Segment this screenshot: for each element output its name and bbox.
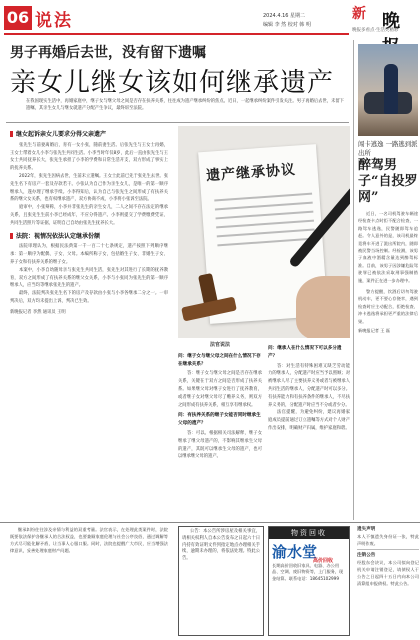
article-intro: 在我国现实生活中，再婚家庭中，继子女与继父母之间是否存在扶养关系，往往成为遗产继承纠纷的焦点。近日，一起继承纠纷案件引发关注。男子再婚后去世，未留下遗嘱，其亲生女儿与继女就遗产分配产生争议，最终诉至法院。 xyxy=(26,99,344,111)
ad-header: 物资回收 xyxy=(269,527,349,539)
logo-slogan: 晚报多看点·生活更精彩 xyxy=(352,28,399,33)
notice-body: 本人不慎遗失身份证一张，特此声明作废。 xyxy=(357,534,419,546)
heading-marker xyxy=(10,233,13,239)
qa-column-1 xyxy=(178,342,262,461)
bottom-left-text xyxy=(10,526,168,554)
article-byline: 新晚报记者 李然 通讯员 王明 xyxy=(10,309,66,315)
ad-tagline: 高价回收 xyxy=(313,558,334,564)
sidebar-kicker: 闯卡逃逸 一路逃到派出所 xyxy=(358,140,418,157)
article-column-1 xyxy=(10,126,168,317)
answer: 答：对生活有特殊困难又缺乏劳动能力的继承人，分配遗产时应当予以照顾；对被继承人尽了主要扶养义务或者与被继承人共同生活的继承人，分配遗产时可以多分。有扶养能力和有扶养条件的继承人，不尽扶养义务的，分配遗产时应当不分或者少分。 xyxy=(268,363,350,408)
officer-icon xyxy=(384,64,398,114)
question: 问：有扶养关系的继子女能否同时继承生父母的遗产？ xyxy=(178,413,261,427)
hand-icon xyxy=(296,276,350,338)
heading-marker xyxy=(10,131,13,137)
notice-body: 经股东会决议，本公司拟向登记机关申请注销登记，请债权人于公告之日起四十五日内向本公司清算组申报债权。特此公告。 xyxy=(357,560,419,586)
sidebar-photo xyxy=(358,44,418,136)
qa-caption: 法官说法 xyxy=(209,342,230,348)
qa-column-2 xyxy=(268,342,350,433)
page-number: 06 xyxy=(4,6,32,30)
paragraph: 张先生与前妻离婚后，育有一女小张，随前妻生活。后张先生与王女士再婚，王女士带着女儿小李与张先生共同生活。小李当时年仅8岁，此后一直由张先生与王女士共同抚养长大，张先生承担了小李的学费和日常生活开支，双方形成了事实上的抚养关系。 xyxy=(10,142,168,172)
section-title: 说法 xyxy=(35,11,73,31)
notice-title: 注销公告 xyxy=(357,553,376,558)
logo-word: 晚 xyxy=(382,11,400,32)
issue-date: 2024.4.16 星期二 xyxy=(263,13,306,19)
notice-title: 遗失声明 xyxy=(357,527,376,532)
classified-notices xyxy=(357,526,419,587)
article-subtitle: 男子再婚后去世，没有留下遗嘱 xyxy=(10,45,206,61)
ad-brand: 渝水堂 xyxy=(272,543,318,561)
article-title: 亲女儿继女该如何继承遗产 xyxy=(10,68,335,98)
answer: 答：继子女与继父母之间是否存在继承关系，关键在于双方之间是否形成了扶养关系。如果继父母对继子女进行了抚养教育，或者继子女对继父母尽了赡养义务，则双方之间形成有扶养关系，相互享有继承权。 xyxy=(178,371,262,408)
question: 问：继子女与继父母之间在什么情况下存在继承关系？ xyxy=(178,353,261,367)
paragraph: 最终，法院判决张先生名下的房产及存款由小张与小李各继承二分之一。一审判决后，双方均未提出上诉，判决已生效。 xyxy=(10,291,168,304)
sidebar-byline: 新晚报记者 王 磊 xyxy=(358,328,390,334)
inheritance-document-photo xyxy=(178,126,350,338)
answer: 法官提醒，为避免纠纷，建议再婚家庭成员提前通过订立遗嘱等方式对个人财产作出安排，明确财产归属，维护家庭和谐。 xyxy=(268,410,350,431)
section-heading-1: 继女起诉亲女儿要求分得父亲遗产 xyxy=(10,131,168,139)
paragraph: 2022年，张先生因病去世，生前未立遗嘱。王女士此前已先于张先生去世。张先生名下有房产一套及存款若干。小张认为自己作为亲生女儿，是唯一的第一顺序继承人，遂办理了继承手续。小李得知后，认为自己与张先生之间形成了有扶养关系的继父女关系，也有权继承遗产，双方协商不成，小李将小张诉至法院。 xyxy=(10,173,168,203)
sidebar-divider xyxy=(353,40,354,520)
sidebar-text: 近日，一名司机驾驶车辆途经检查卡点时拒不配合检查，一路驾车逃逸，民警随即驾车追赶。令人意外的是，该司机最终竟将车开进了派出所院内，随即被民警当场控制。经检测，该男子血液中酒精含量达到醉驾标准。目前，该男子因涉嫌危险驾驶罪已被依法采取刑事强制措施，案件正在进一步办理中。 xyxy=(358,211,418,283)
recycling-ad xyxy=(268,526,350,636)
paragraph: 法院审理认为，根据民法典第一千一百二十七条规定，遗产按照下列顺序继承：第一顺序为配偶、子女、父母。本编所称子女，包括婚生子女、非婚生子女、养子女和有扶养关系的继子女。 xyxy=(10,244,168,265)
sidebar-text-2: 警方提醒，饮酒后切勿驾驶机动车，更不要心存侥幸，遇到检查时应主动配合，拒绝检查、冲卡逃逸将承担更严重的法律后果。 xyxy=(358,289,418,324)
notice-divider xyxy=(357,549,419,550)
page-header xyxy=(0,0,420,34)
paragraph: 本案中，小李自幼随母亲与张先生共同生活，张先生对其进行了长期的抚养教育，双方之间形成了有扶养关系的继父女关系，小李与小张同为张先生的第一顺序继承人，应当均等继承张先生的遗产。 xyxy=(10,267,168,289)
ad-text: 长期高价回收旧家具、电器、办公用品、空调、废旧物资等，上门服务，现金结算。联系电话：18645102999 xyxy=(272,563,344,581)
sidebar-headline: 醉驾男子“自投罗网” xyxy=(358,158,418,205)
logo-mark: 新 xyxy=(352,6,366,22)
sidebar-story xyxy=(358,44,418,334)
document-lines xyxy=(214,193,316,254)
answer: 答：可以。根据相关司法解释，继子女继承了继父母遗产的，不影响其继承生父母的遗产，其既可以继承生父母的遗产，也可以继承继父母的遗产。 xyxy=(178,430,262,460)
header-divider xyxy=(4,33,349,35)
section-heading-2: 法院：视情况依法认定继承份额 xyxy=(10,233,168,241)
public-notice xyxy=(178,526,264,636)
editor-credits: 编辑 李 然 校对 韩 明 xyxy=(263,22,311,28)
question: 问：继承人在什么情况下可以多分遗产？ xyxy=(268,346,342,359)
document-title: 遗产继承协议 xyxy=(205,161,297,185)
intro-divider xyxy=(6,122,349,123)
newspaper-logo xyxy=(352,3,416,35)
notice-text: 公告：本公告所涉房屋及相关事宜，请相关权利人自本公告发布之日起六十日内持有效证明文件到指定地点办理相关手续，逾期未办理的，将依法处理。特此公告。 xyxy=(182,529,260,562)
paragraph: 继承纠纷往往涉及亲情与利益的双重考量。法官表示，在处理此类案件时，法院既要依法保护各继承人的合法权益，也要兼顾家庭伦理与社会公序良俗，通过调解等方式尽可能化解矛盾，让当事人心服口服。同时，法院也提醒广大市民，应当增强法律意识，妥善处理家庭财产问题。 xyxy=(10,527,168,553)
paragraph: 庭审中，小张辩称，小李并非张先生的亲生女儿，二人之间不存在法定的继承关系，且张先生生前小李已经成年，不应分得遗产。小李则提交了学费缴费凭证、共同生活照片等证据，证明自己自幼由张先生抚养长大。 xyxy=(10,205,168,226)
